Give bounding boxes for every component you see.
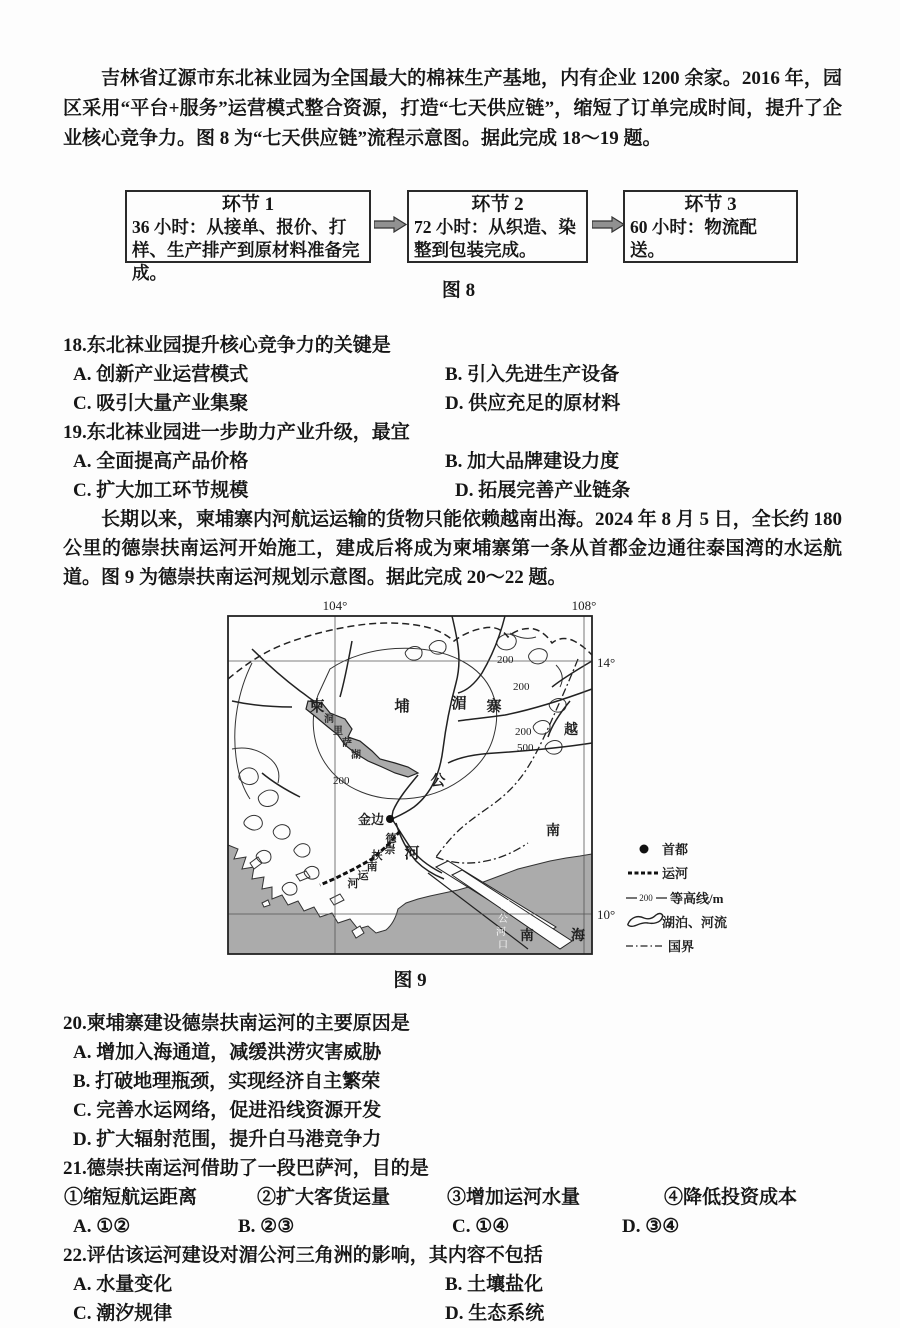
flow-arrow-icon [374,216,407,233]
capital-dot [386,815,394,823]
national-border-path [228,623,592,679]
canal-label-char: 运 [357,870,369,882]
q22-option-a: A. 水量变化 [73,1274,173,1295]
lon-label-104: 104° [322,598,348,613]
flow-step-1-box [125,190,371,283]
lat-label-14: 14° [597,655,616,670]
tonle-sap-label-char: 里 [333,726,343,737]
flow-step-1-title: 环节 1 [221,194,275,215]
flow-step-3-title: 环节 3 [684,194,737,215]
intro-paragraph-canal: 长期以来，柬埔寨内河航运运输的货物只能依赖越南出海。2024 年 8 月 5 日，全长约 180 公里的德崇扶南运河开始施工，建成后将成为柬埔寨第一条从首都金边通往泰国湾的水运航道。图 9 为德崇扶南运河规划示意图。据此完成 20～22 题。 [63,509,843,588]
q20-option-c: C. 完善水运网络，促进沿线资源开发 [73,1100,382,1121]
figure9-caption: 图 9 [393,970,427,991]
q21-sub-4: ④降低投资成本 [664,1187,798,1208]
q20-option-b: B. 打破地理瓶颈，实现经济自主繁荣 [73,1071,381,1092]
mekong-mouth-label-char: 口 [498,940,508,951]
mekong-mouth-label-char: 湄 [500,900,510,911]
contour-label-200: 200 [497,654,514,666]
canal-label-char: 南 [366,861,378,873]
contour-ridge-west [235,663,252,799]
question-19-stem: 19.东北袜业园进一步助力产业升级，最宜 [63,422,410,443]
flow-step-2-title: 环节 2 [471,194,524,215]
q21-option-c: C. ①④ [452,1216,510,1237]
question-18-options-row-2 [0,389,900,418]
question-19-options-row-2 [0,476,900,505]
q22-option-d: D. 生态系统 [445,1303,545,1324]
legend-contour-label: 等高线/m [670,891,724,906]
q22-option-b: B. 土壤盐化 [445,1274,544,1295]
mountain-contours-northeast [405,633,566,754]
island [330,894,344,905]
question-22-options-row-1 [0,1270,900,1299]
legend-capital-label: 首都 [662,842,689,857]
flow-step-2-box [407,190,588,263]
q19-option-c: C. 扩大加工环节规模 [73,480,249,501]
mekong-label-char: 河 [404,846,420,862]
canal-label-char: 河 [347,878,359,890]
vietnam-label-char: 越 [564,723,578,738]
q21-option-b: B. ②③ [238,1216,295,1237]
vietnam-label-char: 南 [546,824,560,839]
q21-sub-2: ②扩大客货运量 [257,1187,391,1208]
question-21-answers [0,1212,900,1241]
flow-step-2-desc: 72 小时：从织造、染整到包装完成。 [414,217,576,260]
national-border-path-south [436,843,528,863]
island [296,871,310,881]
intro-paragraph-socks: 吉林省辽源市东北袜业园为全国最大的棉袜生产基地，内有企业 1200 余家。2016 年，园区采用“平台+服务”运营模式整合资源，打造“七天供应链”，缩短了订单完成时间，提升了企业核心竞争力。图 8 为“七天供应链”流程示意图。据此完成 18～19 题。 [63,68,842,149]
figure8-caption: 图 8 [441,280,476,301]
mekong-river-path [392,616,459,873]
figure8-flowchart [0,190,900,283]
mekong-mouth-label-char: 公 [498,914,508,925]
q19-option-b: B. 加大品牌建设力度 [445,451,620,472]
q18-option-a: A. 创新产业运营模式 [73,364,249,385]
rivers [232,616,592,879]
lat-label-10: 10° [597,907,616,922]
mekong-mouth-label-char: 河 [496,927,506,938]
mekong-label-char: 公 [430,773,446,789]
question-22-options-row-2 [0,1299,900,1328]
lon-label-108: 108° [571,598,597,613]
map-legend [626,842,727,954]
question-18-options-row-1 [0,360,900,389]
q18-option-b: B. 引入先进生产设备 [445,364,620,385]
question-19-options-row-1 [0,447,900,476]
figure9-map [0,596,900,961]
legend-lake-river-label: 湖泊、河流 [662,915,728,930]
contour-label-200: 200 [333,775,350,787]
legend-contour-value: 200 [639,893,653,903]
legend-border-label: 国界 [668,939,695,954]
flow-step-1-desc: 36 小时：从接单、报价、打样、生产排产到原材料准备完成。 [132,217,360,283]
q21-sub-3: ③增加运河水量 [447,1187,581,1208]
question-20-stem: 20.柬埔寨建设德崇扶南运河的主要原因是 [63,1013,410,1034]
q21-option-d: D. ③④ [622,1216,680,1237]
q20-option-a: A. 增加入海通道，减缓洪涝灾害威胁 [73,1042,382,1063]
south-sea-label-char: 南 [520,929,534,944]
canal-label-char: 扶 [371,850,383,862]
cambodia-label-char: 埔 [394,699,410,715]
question-22-stem: 22.评估该运河建设对湄公河三角洲的影响，其内容不包括 [63,1245,543,1266]
contour-label-500: 500 [517,742,534,754]
tonle-sap-label-char: 萨 [342,738,352,749]
south-sea-label-char: 海 [571,929,585,944]
canal-label-char: 崇 [384,844,396,856]
legend-lake-river-icon [628,914,663,927]
q19-option-a: A. 全面提高产品价格 [73,451,249,472]
flow-step-3-box [623,190,798,263]
q22-option-c: C. 潮汐规律 [73,1303,173,1324]
q18-option-c: C. 吸引大量产业集聚 [73,393,249,414]
cambodia-label-char: 柬 [309,699,325,715]
legend-capital-icon [640,845,649,854]
flow-step-3-desc: 60 小时：物流配送。 [630,217,757,260]
question-18-stem: 18.东北袜业园提升核心竞争力的关键是 [63,335,391,356]
q19-option-d: D. 拓展完善产业链条 [455,480,631,501]
q21-sub-1: ①缩短航运距离 [64,1187,198,1208]
cambodia-canal-map [200,596,900,961]
capital-label: 金边 [357,812,384,827]
q20-option-d: D. 扩大辐射范围，提升白马港竞争力 [73,1129,382,1150]
contour-label-200: 200 [515,726,532,738]
q18-option-d: D. 供应充足的原材料 [445,393,621,414]
contour-label-200: 200 [513,681,530,693]
canal-label-char: 德 [385,833,397,845]
q21-option-a: A. ①② [73,1216,131,1237]
flow-arrow-icon [592,216,625,233]
question-21-sub-options [0,1183,900,1212]
mekong-label-char: 湄 [451,696,467,712]
question-21-stem: 21.德崇扶南运河借助了一段巴萨河，目的是 [63,1158,429,1179]
tonle-sap-label-char: 洞 [324,714,334,725]
tonle-sap-label-char: 湖 [351,750,361,761]
legend-canal-label: 运河 [662,866,689,881]
cambodia-label-char: 寨 [486,699,502,715]
